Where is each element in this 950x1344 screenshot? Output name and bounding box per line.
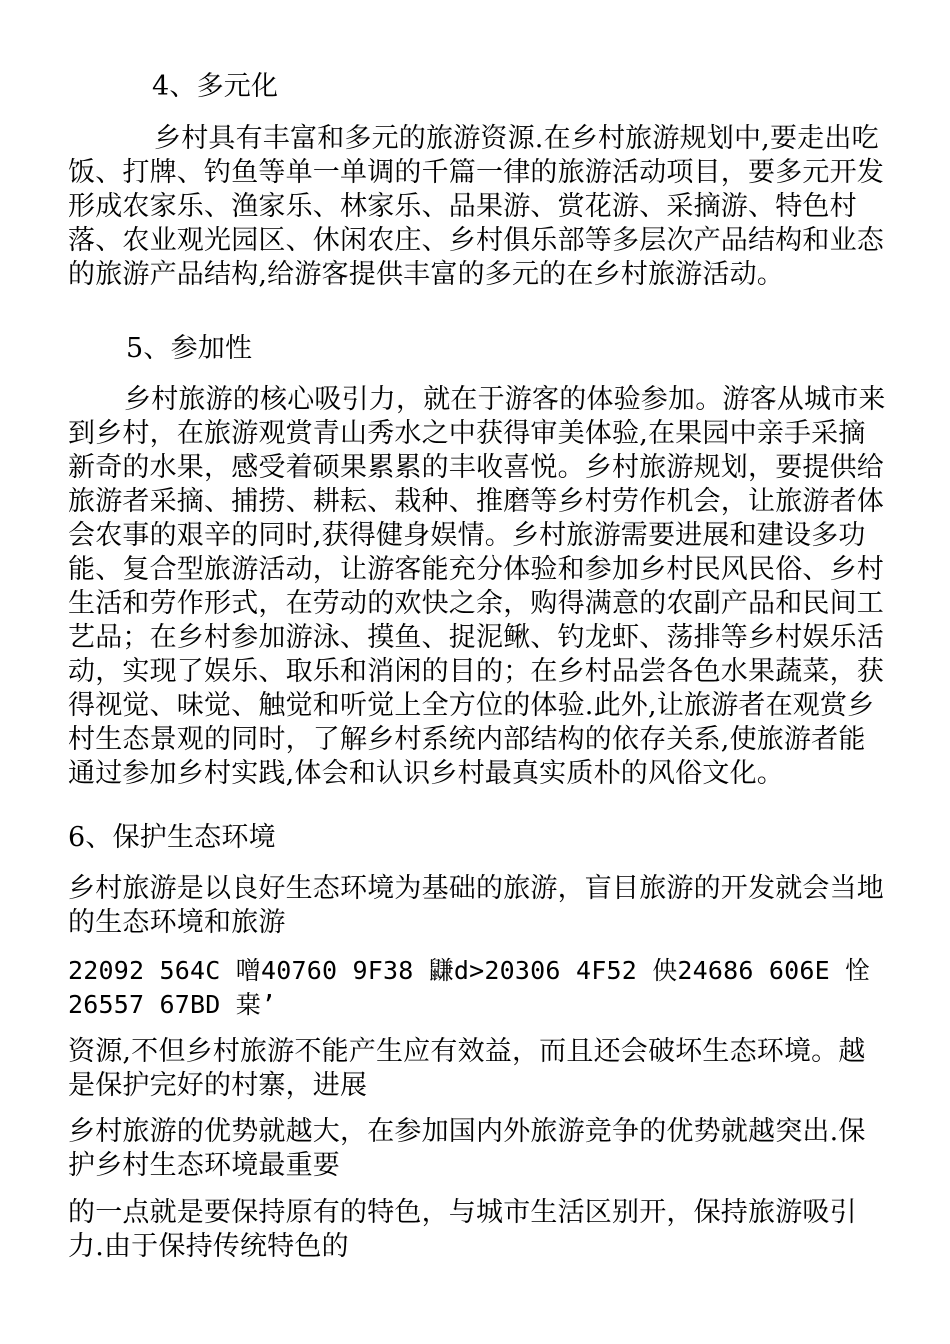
paragraph-diversification: 乡村具有丰富和多元的旅游资源.在乡村旅游规划中,要走出吃饭、打牌、钓鱼等单一单调的千篇一律的旅游活动项目，要多元开发形成农家乐、渔家乐、林家乐、品果游、赏花游、采摘游、特色村落、农业观光园区、休闲农庄、乡村俱乐部等多层次产品结构和业态的旅游产品结构,给游客提供丰富的多元的在乡村旅游活动。	[68, 123, 884, 290]
paragraph-ecology-2: 资源,不但乡村旅游不能产生应有效益，而且还会破坏生态环境。越是保护完好的村寨，进展	[68, 1036, 866, 1101]
paragraph-ecology-1: 乡村旅游是以良好生态环境为基础的旅游，盲目旅游的开发就会当地的生态环境和旅游	[68, 873, 884, 938]
paragraph-garbled-codes: 22092 564C 噌40760 9F38 鼸d>20306 4F52 佒24686 606E 恮26557 67BD 枽’	[68, 956, 871, 1019]
section-heading-ecology: 6、保护生态环境	[68, 822, 276, 853]
paragraph-ecology-3: 乡村旅游的优势就越大，在参加国内外旅游竞争的优势就越突出.保护乡村生态环境最重要	[68, 1116, 866, 1181]
section-heading-diversification: 4、多元化	[152, 71, 279, 102]
section-heading-participation: 5、参加性	[126, 333, 253, 364]
paragraph-ecology-4: 的一点就是要保持原有的特色，与城市生活区别开，保持旅游吸引力.由于保持传统特色的	[68, 1197, 857, 1262]
paragraph-participation: 乡村旅游的核心吸引力，就在于游客的体验参加。游客从城市来到乡村，在旅游观赏青山秀水之中获得审美体验,在果园中亲手采摘新奇的水果，感受着硕果累累的丰收喜悦。乡村旅游规划，要提供给旅游者采摘、捕捞、耕耘、栽种、推磨等乡村劳作机会，让旅游者体会农事的艰辛的同时,获得健身娱情。乡村旅游需要进展和建设多功能、复合型旅游活动，让游客能充分体验和参加乡村民风民俗、乡村生活和劳作形式，在劳动的欢快之余，购得满意的农副产品和民间工艺品；在乡村参加游泳、摸鱼、捉泥鳅、钓龙虾、荡排等乡村娱乐活动，实现了娱乐、取乐和消闲的目的；在乡村品尝各色水果蔬菜，获得视觉、味觉、触觉和听觉上全方位的体验.此外,让旅游者在观赏乡村生态景观的同时，了解乡村系统内部结构的依存关系,使旅游者能通过参加乡村实践,体会和认识乡村最真实质朴的风俗文化。	[68, 384, 886, 789]
